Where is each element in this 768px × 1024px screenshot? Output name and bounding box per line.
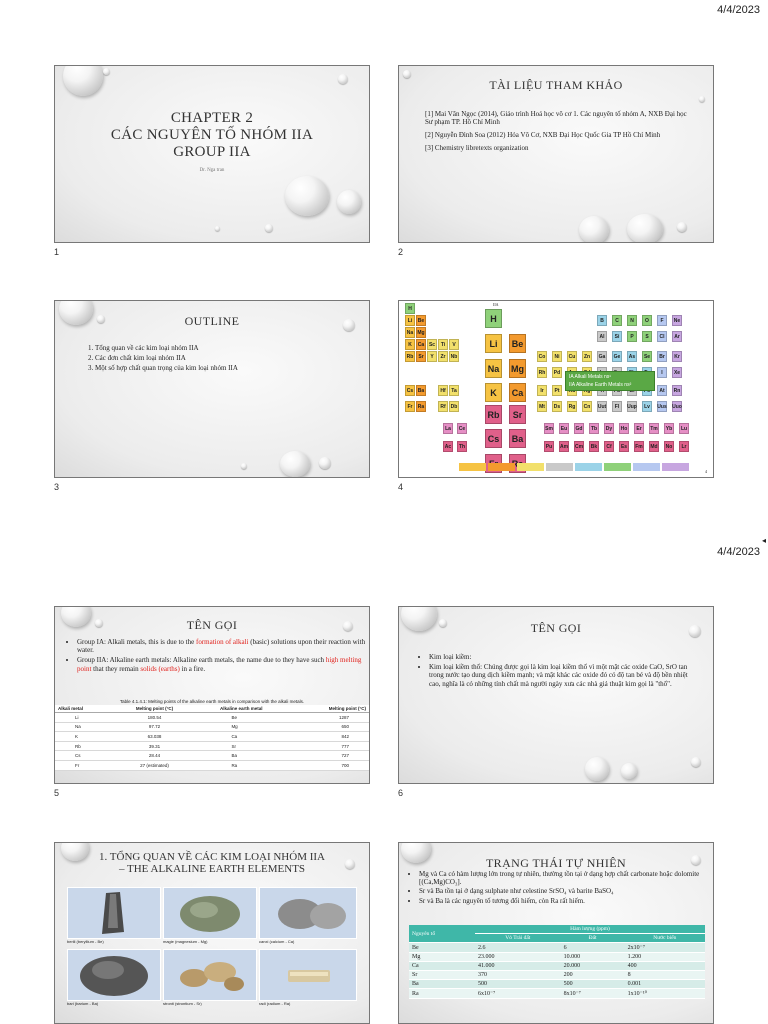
- element-cell: Gd: [574, 423, 584, 434]
- table-cell: Sr: [409, 971, 475, 980]
- barium-image: [67, 949, 161, 1001]
- table-cell: 23.000: [475, 953, 561, 962]
- slide-number: 5: [54, 788, 60, 798]
- element-cell: Be: [416, 315, 426, 326]
- callout-line-2: IIA Alkaline Earth Metals ns²: [569, 382, 632, 388]
- element-cell: I: [657, 367, 667, 378]
- legend-swatch: [662, 463, 689, 471]
- slide-6[interactable]: [398, 606, 714, 784]
- element-cell: Mt: [537, 401, 547, 412]
- element-cell: Fr: [405, 401, 415, 412]
- element-big-cell: Na: [485, 359, 502, 378]
- slide-5-bullets: [67, 638, 367, 675]
- table-cell: Mg: [195, 722, 287, 732]
- image-caption: canxi (calcium - Ca): [259, 939, 295, 944]
- slide-3-title: OUTLINE: [184, 314, 240, 328]
- element-cell: Tm: [649, 423, 659, 434]
- text-span: (basic) solutions upon their reaction with water.: [77, 638, 366, 655]
- element-cell: Co: [537, 351, 547, 362]
- table-cell: 39.31: [114, 741, 196, 751]
- element-big-cell: Be: [509, 334, 526, 353]
- table-cell: 8x10⁻⁷: [561, 989, 625, 999]
- element-cell: Cu: [567, 351, 577, 362]
- callout-line-1: IA Alkali Metals ns¹: [569, 374, 611, 380]
- outline-item: 3. Một số hợp chất quan trọng của kim loại nhóm IIA: [95, 363, 238, 373]
- slide-5-title: TÊN GỌI: [186, 618, 238, 632]
- table-cell: Ca: [409, 962, 475, 971]
- table-cell: 27 (estimated): [114, 760, 196, 770]
- table-row: [409, 943, 705, 953]
- element-cell: Ar: [672, 331, 682, 342]
- image-caption: berili (beryllium - Be): [67, 939, 104, 944]
- slide-2[interactable]: [398, 65, 714, 243]
- table-cell: Rb: [55, 741, 114, 751]
- slide-8-bullets: [409, 871, 714, 907]
- outline-item: 2. Các đơn chất kim loại nhóm IIA: [95, 353, 238, 363]
- legend-swatch: [517, 463, 544, 471]
- element-cell: H: [405, 303, 415, 314]
- table-cell: 10.000: [561, 953, 625, 962]
- table-cell: Mg: [409, 953, 475, 962]
- legend-swatch: [546, 463, 573, 471]
- slide-8-title: TRẠNG THÁI TỰ NHIÊN: [485, 856, 627, 870]
- water-drop-icon: [319, 457, 331, 469]
- element-cell: Zr: [438, 351, 448, 362]
- table-cell: 400: [625, 962, 705, 971]
- title-line-2: – THE ALKALINE EARTH ELEMENTS: [118, 863, 306, 875]
- element-cell: Fl: [612, 401, 622, 412]
- element-cell: Ne: [672, 315, 682, 326]
- table-cell: 1287: [287, 713, 369, 723]
- table-cell: Cs: [55, 751, 114, 761]
- element-cell: O: [642, 315, 652, 326]
- element-cell: Lu: [679, 423, 689, 434]
- slide-5[interactable]: [54, 606, 370, 784]
- element-big-cell: H: [485, 309, 502, 328]
- element-cell: Rh: [537, 367, 547, 378]
- image-caption: radi (radium - Ra): [259, 1001, 291, 1006]
- bullet-item: • Sr và Ba là các nguyên tố tương đối hiếm, còn Ra rất hiếm.: [419, 898, 714, 906]
- element-cell: Br: [657, 351, 667, 362]
- element-cell: La: [443, 423, 453, 434]
- element-big-cell: Ca: [509, 383, 526, 402]
- page-date-middle: 4/4/2023: [717, 546, 760, 558]
- highlight-text: high melting point: [77, 656, 362, 673]
- table-cell: Ca: [195, 732, 287, 742]
- element-cell: Hf: [438, 385, 448, 396]
- table-row: [55, 713, 369, 723]
- element-cell: Cs: [405, 385, 415, 396]
- table-row: [409, 989, 705, 999]
- title-line-2: CÁC NGUYÊN TỐ NHÓM IIA: [110, 127, 314, 143]
- table-cell: 650: [287, 722, 369, 732]
- element-cell: Fm: [634, 441, 644, 452]
- element-cell: Ra: [416, 401, 426, 412]
- water-drop-icon: [337, 190, 361, 214]
- strontium-image: [163, 949, 257, 1001]
- element-cell: Cl: [657, 331, 667, 342]
- beryllium-image: [67, 887, 161, 939]
- table-cell: 727: [287, 751, 369, 761]
- bullet-item: [77, 638, 367, 654]
- reference-list: [425, 110, 693, 157]
- element-cell: Lr: [679, 441, 689, 452]
- element-cell: Tb: [589, 423, 599, 434]
- element-cell: P: [627, 331, 637, 342]
- element-big-cell: Cs: [485, 429, 502, 448]
- table-cell: 2.6: [475, 943, 561, 953]
- element-cell: Si: [612, 331, 622, 342]
- slide-7-title: [55, 851, 369, 875]
- element-cell: Kr: [672, 351, 682, 362]
- table-cell: 41.000: [475, 962, 561, 971]
- element-cell: Ac: [443, 441, 453, 452]
- element-cell: K: [405, 339, 415, 350]
- table-cell: Sr: [195, 741, 287, 751]
- alkali-callout: [565, 371, 655, 391]
- text-span: Group IA: Alkali metals, this is due to the: [77, 638, 196, 646]
- water-drop-icon: [215, 226, 220, 231]
- table-cell: 1x10⁻¹⁰: [625, 989, 705, 999]
- element-big-cell: Ba: [509, 429, 526, 448]
- element-cell: Uut: [597, 401, 607, 412]
- column-header: Alkali metal: [55, 705, 114, 713]
- column-header: Melting point (°C): [114, 705, 196, 713]
- element-cell: Cf: [604, 441, 614, 452]
- element-cell: Md: [649, 441, 659, 452]
- bullet-item: • Kim loại kiềm thổ: Chúng được gọi là kim loại kiềm thổ vì một mặt các oxide CaO, SrO tan trong nước tạo dung dịch kiềm mạnh; và mặt khác các oxide đó có độ tan bé và độ bền nhiệt cao, nghĩa là có những tính chất mà người ngày xưa các nhà giả thuật kim gọi là "thổ".: [429, 663, 699, 688]
- column-header: Alkaline earth metal: [195, 705, 287, 713]
- bullet-item: [77, 656, 367, 672]
- slide-number: 3: [54, 482, 60, 492]
- element-cell: Sc: [427, 339, 437, 350]
- element-cell: Uuo: [672, 401, 682, 412]
- table-cell: Fr: [55, 760, 114, 770]
- table-row: [409, 953, 705, 962]
- element-cell: No: [664, 441, 674, 452]
- text-span: in a fire.: [179, 664, 206, 673]
- table-row: [55, 722, 369, 732]
- abundance-table: [409, 925, 705, 999]
- column-header: Hàm lượng (ppm): [475, 925, 705, 934]
- radium-image: [259, 949, 357, 1001]
- group-label: IIA: [493, 302, 499, 307]
- table-cell: K: [55, 732, 114, 742]
- title-line-1: CHAPTER 2: [170, 110, 254, 126]
- element-cell: Ce: [457, 423, 467, 434]
- water-drop-icon: [585, 757, 609, 781]
- table-cell: 2x10⁻⁷: [625, 943, 705, 953]
- element-cell: Ds: [552, 401, 562, 412]
- slide-3[interactable]: [54, 300, 370, 478]
- element-cell: Ti: [438, 339, 448, 350]
- image-caption: stronti (strontium - Sr): [163, 1001, 202, 1006]
- water-drop-icon: [265, 224, 273, 232]
- table-row: [55, 732, 369, 742]
- element-cell: Li: [405, 315, 415, 326]
- element-cell: Rf: [438, 401, 448, 412]
- table-cell: Be: [409, 943, 475, 953]
- element-cell: Mg: [416, 327, 426, 338]
- element-cell: V: [449, 339, 459, 350]
- calcium-image: [259, 887, 357, 939]
- reference-item: [1] Mai Văn Ngọc (2014), Giáo trình Hoá học vô cơ 1. Các nguyên tố nhóm A, NXB Đại học Sư phạm TP. Hồ Chí Minh: [425, 110, 687, 126]
- water-drop-icon: [103, 68, 110, 75]
- element-cell: S: [642, 331, 652, 342]
- author-name: Dr. Nga tran: [199, 168, 225, 173]
- table-cell: 842: [287, 732, 369, 742]
- element-cell: Sr: [416, 351, 426, 362]
- water-drop-icon: [627, 214, 663, 243]
- table-cell: 6x10⁻⁷: [475, 989, 561, 999]
- table-cell: 180.54: [114, 713, 196, 723]
- table-cell: 500: [561, 980, 625, 989]
- bullet-item: • Mg và Ca có hàm lượng lớn trong tự nhiên, thường tồn tại ở dạng hợp chất carbonate hoặc dolomite [(Ca,Mg)CO₃].: [419, 871, 714, 886]
- element-cell: At: [657, 385, 667, 396]
- element-cell: Yb: [664, 423, 674, 434]
- element-cell: C: [612, 315, 622, 326]
- table-cell: Ba: [195, 751, 287, 761]
- magnesium-image: [163, 887, 257, 939]
- page-date-top: 4/4/2023: [717, 4, 760, 16]
- table-row: [55, 760, 369, 770]
- element-cell: Ho: [619, 423, 629, 434]
- table-cell: 500: [475, 980, 561, 989]
- legend-swatch: [459, 463, 486, 471]
- inner-page-number: 4: [705, 469, 707, 474]
- element-big-cell: Rb: [485, 405, 502, 424]
- legend-swatch: [633, 463, 660, 471]
- column-header: Nước biển: [625, 934, 705, 943]
- reference-item: [2] Nguyễn Đình Soa (2012) Hóa Vô Cơ, NXB Đại Học Quốc Gia TP Hồ Chí Minh: [425, 131, 661, 139]
- table-row: [409, 962, 705, 971]
- element-cell: Lv: [642, 401, 652, 412]
- element-cell: Ba: [416, 385, 426, 396]
- table-row: [409, 980, 705, 989]
- element-cell: Ir: [537, 385, 547, 396]
- element-big-cell: K: [485, 383, 502, 402]
- water-drop-icon: [241, 463, 247, 469]
- element-cell: Xe: [672, 367, 682, 378]
- table-cell: 700: [287, 760, 369, 770]
- water-drop-icon: [691, 757, 701, 767]
- table-cell: 63.038: [114, 732, 196, 742]
- element-cell: Nb: [449, 351, 459, 362]
- element-cell: Th: [457, 441, 467, 452]
- table-cell: 8: [625, 971, 705, 980]
- element-cell: B: [597, 315, 607, 326]
- element-cell: Ga: [597, 351, 607, 362]
- slide-1[interactable]: [54, 65, 370, 243]
- slide-number: 6: [398, 788, 404, 798]
- water-drop-icon: [621, 763, 637, 779]
- table-cell: 20.000: [561, 962, 625, 971]
- element-cell: Er: [634, 423, 644, 434]
- legend-swatch: [488, 463, 515, 471]
- element-cell: Es: [619, 441, 629, 452]
- water-drop-icon: [63, 65, 103, 96]
- slide-7[interactable]: [54, 842, 370, 1024]
- element-cell: F: [657, 315, 667, 326]
- table-cell: Be: [195, 713, 287, 723]
- text-span: Group IIA: Alkaline earth metals: Alkaline earth metals, the name due to they have such: [77, 656, 326, 665]
- water-drop-icon: [699, 96, 705, 102]
- scroll-marker-icon: ◂: [761, 536, 766, 545]
- table-cell: 6: [561, 943, 625, 953]
- highlight-text: solids (earths): [140, 664, 180, 673]
- element-big-cell: Sr: [509, 405, 526, 424]
- legend-strip: [459, 463, 689, 471]
- element-cell: Rb: [405, 351, 415, 362]
- title-line-3: GROUP IIA: [173, 144, 251, 160]
- element-cell: Na: [405, 327, 415, 338]
- element-cell: Ta: [449, 385, 459, 396]
- table-cell: 28.44: [114, 751, 196, 761]
- table-row: [55, 751, 369, 761]
- table-cell: 97.72: [114, 722, 196, 732]
- element-cell: Al: [597, 331, 607, 342]
- highlight-text: formation of alkali: [196, 638, 249, 646]
- text-span: that they remain: [91, 664, 141, 673]
- element-cell: Am: [559, 441, 569, 452]
- table-cell: Li: [55, 713, 114, 723]
- element-cell: Db: [449, 401, 459, 412]
- slide-6-title: TÊN GỌI: [530, 621, 582, 635]
- table-row: [409, 971, 705, 980]
- element-cell: Cn: [582, 401, 592, 412]
- element-cell: Uup: [627, 401, 637, 412]
- water-drop-icon: [677, 222, 687, 232]
- reference-item: [3] Chemistry libretexts organization: [425, 144, 529, 152]
- slide-8[interactable]: [398, 842, 714, 1024]
- water-drop-icon: [403, 70, 411, 78]
- legend-swatch: [604, 463, 631, 471]
- element-cell: Eu: [559, 423, 569, 434]
- table-cell: 370: [475, 971, 561, 980]
- column-header: Đất: [561, 934, 625, 943]
- slide-number: 2: [398, 247, 404, 257]
- slide-6-bullets: [419, 653, 699, 690]
- water-drop-icon: [338, 74, 348, 84]
- bullet-item: • Kim loại kiềm:: [429, 653, 699, 661]
- image-caption: magie (magnesium - Mg): [163, 939, 208, 944]
- legend-swatch: [575, 463, 602, 471]
- element-cell: Pt: [552, 385, 562, 396]
- element-cell: Rg: [567, 401, 577, 412]
- element-cell: Bk: [589, 441, 599, 452]
- column-header: Vỏ Trái đất: [475, 934, 561, 943]
- table-cell: 1.200: [625, 953, 705, 962]
- element-cell: Cm: [574, 441, 584, 452]
- column-header: Melting point (°C): [287, 705, 369, 713]
- outline-list: [81, 343, 238, 373]
- element-cell: Rn: [672, 385, 682, 396]
- element-cell: Pu: [544, 441, 554, 452]
- element-cell: Ca: [416, 339, 426, 350]
- element-cell: N: [627, 315, 637, 326]
- title-line-1: 1. TỔNG QUAN VỀ CÁC KIM LOẠI NHÓM IIA: [99, 851, 325, 863]
- element-cell: Ge: [612, 351, 622, 362]
- element-cell: Uus: [657, 401, 667, 412]
- image-caption: bari (barium - Ba): [67, 1001, 99, 1006]
- element-cell: As: [627, 351, 637, 362]
- table-caption: Table 4.1.4.1: Melting points of the alkaline earth metals in comparison with the alkali metals.: [119, 699, 305, 704]
- slide-number: 4: [398, 482, 404, 492]
- table-cell: 0.001: [625, 980, 705, 989]
- element-cell: Ni: [552, 351, 562, 362]
- element-cell: Zn: [582, 351, 592, 362]
- element-big-cell: Mg: [509, 359, 526, 378]
- slide-4[interactable]: [398, 300, 714, 478]
- element-cell: Pd: [552, 367, 562, 378]
- element-big-cell: Li: [485, 334, 502, 353]
- water-drop-icon: [579, 216, 609, 243]
- table-row: [55, 741, 369, 751]
- element-cell: Y: [427, 351, 437, 362]
- melting-point-table: [55, 705, 369, 771]
- slide-1-title: [55, 110, 369, 161]
- table-cell: 200: [561, 971, 625, 980]
- table-cell: Ra: [409, 989, 475, 999]
- slide-2-title: TÀI LIỆU THAM KHẢO: [489, 78, 623, 92]
- column-header: Nguyên tố: [409, 925, 475, 943]
- table-cell: 777: [287, 741, 369, 751]
- table-cell: Ba: [409, 980, 475, 989]
- table-cell: Na: [55, 722, 114, 732]
- outline-item: 1. Tổng quan về các kim loại nhóm IIA: [95, 343, 238, 353]
- table-cell: Ra: [195, 760, 287, 770]
- element-cell: Dy: [604, 423, 614, 434]
- bullet-item: • Sr và Ba tồn tại ở dạng sulphate như celestine SrSO₄ và barite BaSO₄: [419, 888, 714, 896]
- slide-number: 1: [54, 247, 60, 257]
- water-drop-icon: [285, 176, 329, 216]
- element-cell: Se: [642, 351, 652, 362]
- element-cell: Sm: [544, 423, 554, 434]
- water-drop-icon: [280, 451, 310, 477]
